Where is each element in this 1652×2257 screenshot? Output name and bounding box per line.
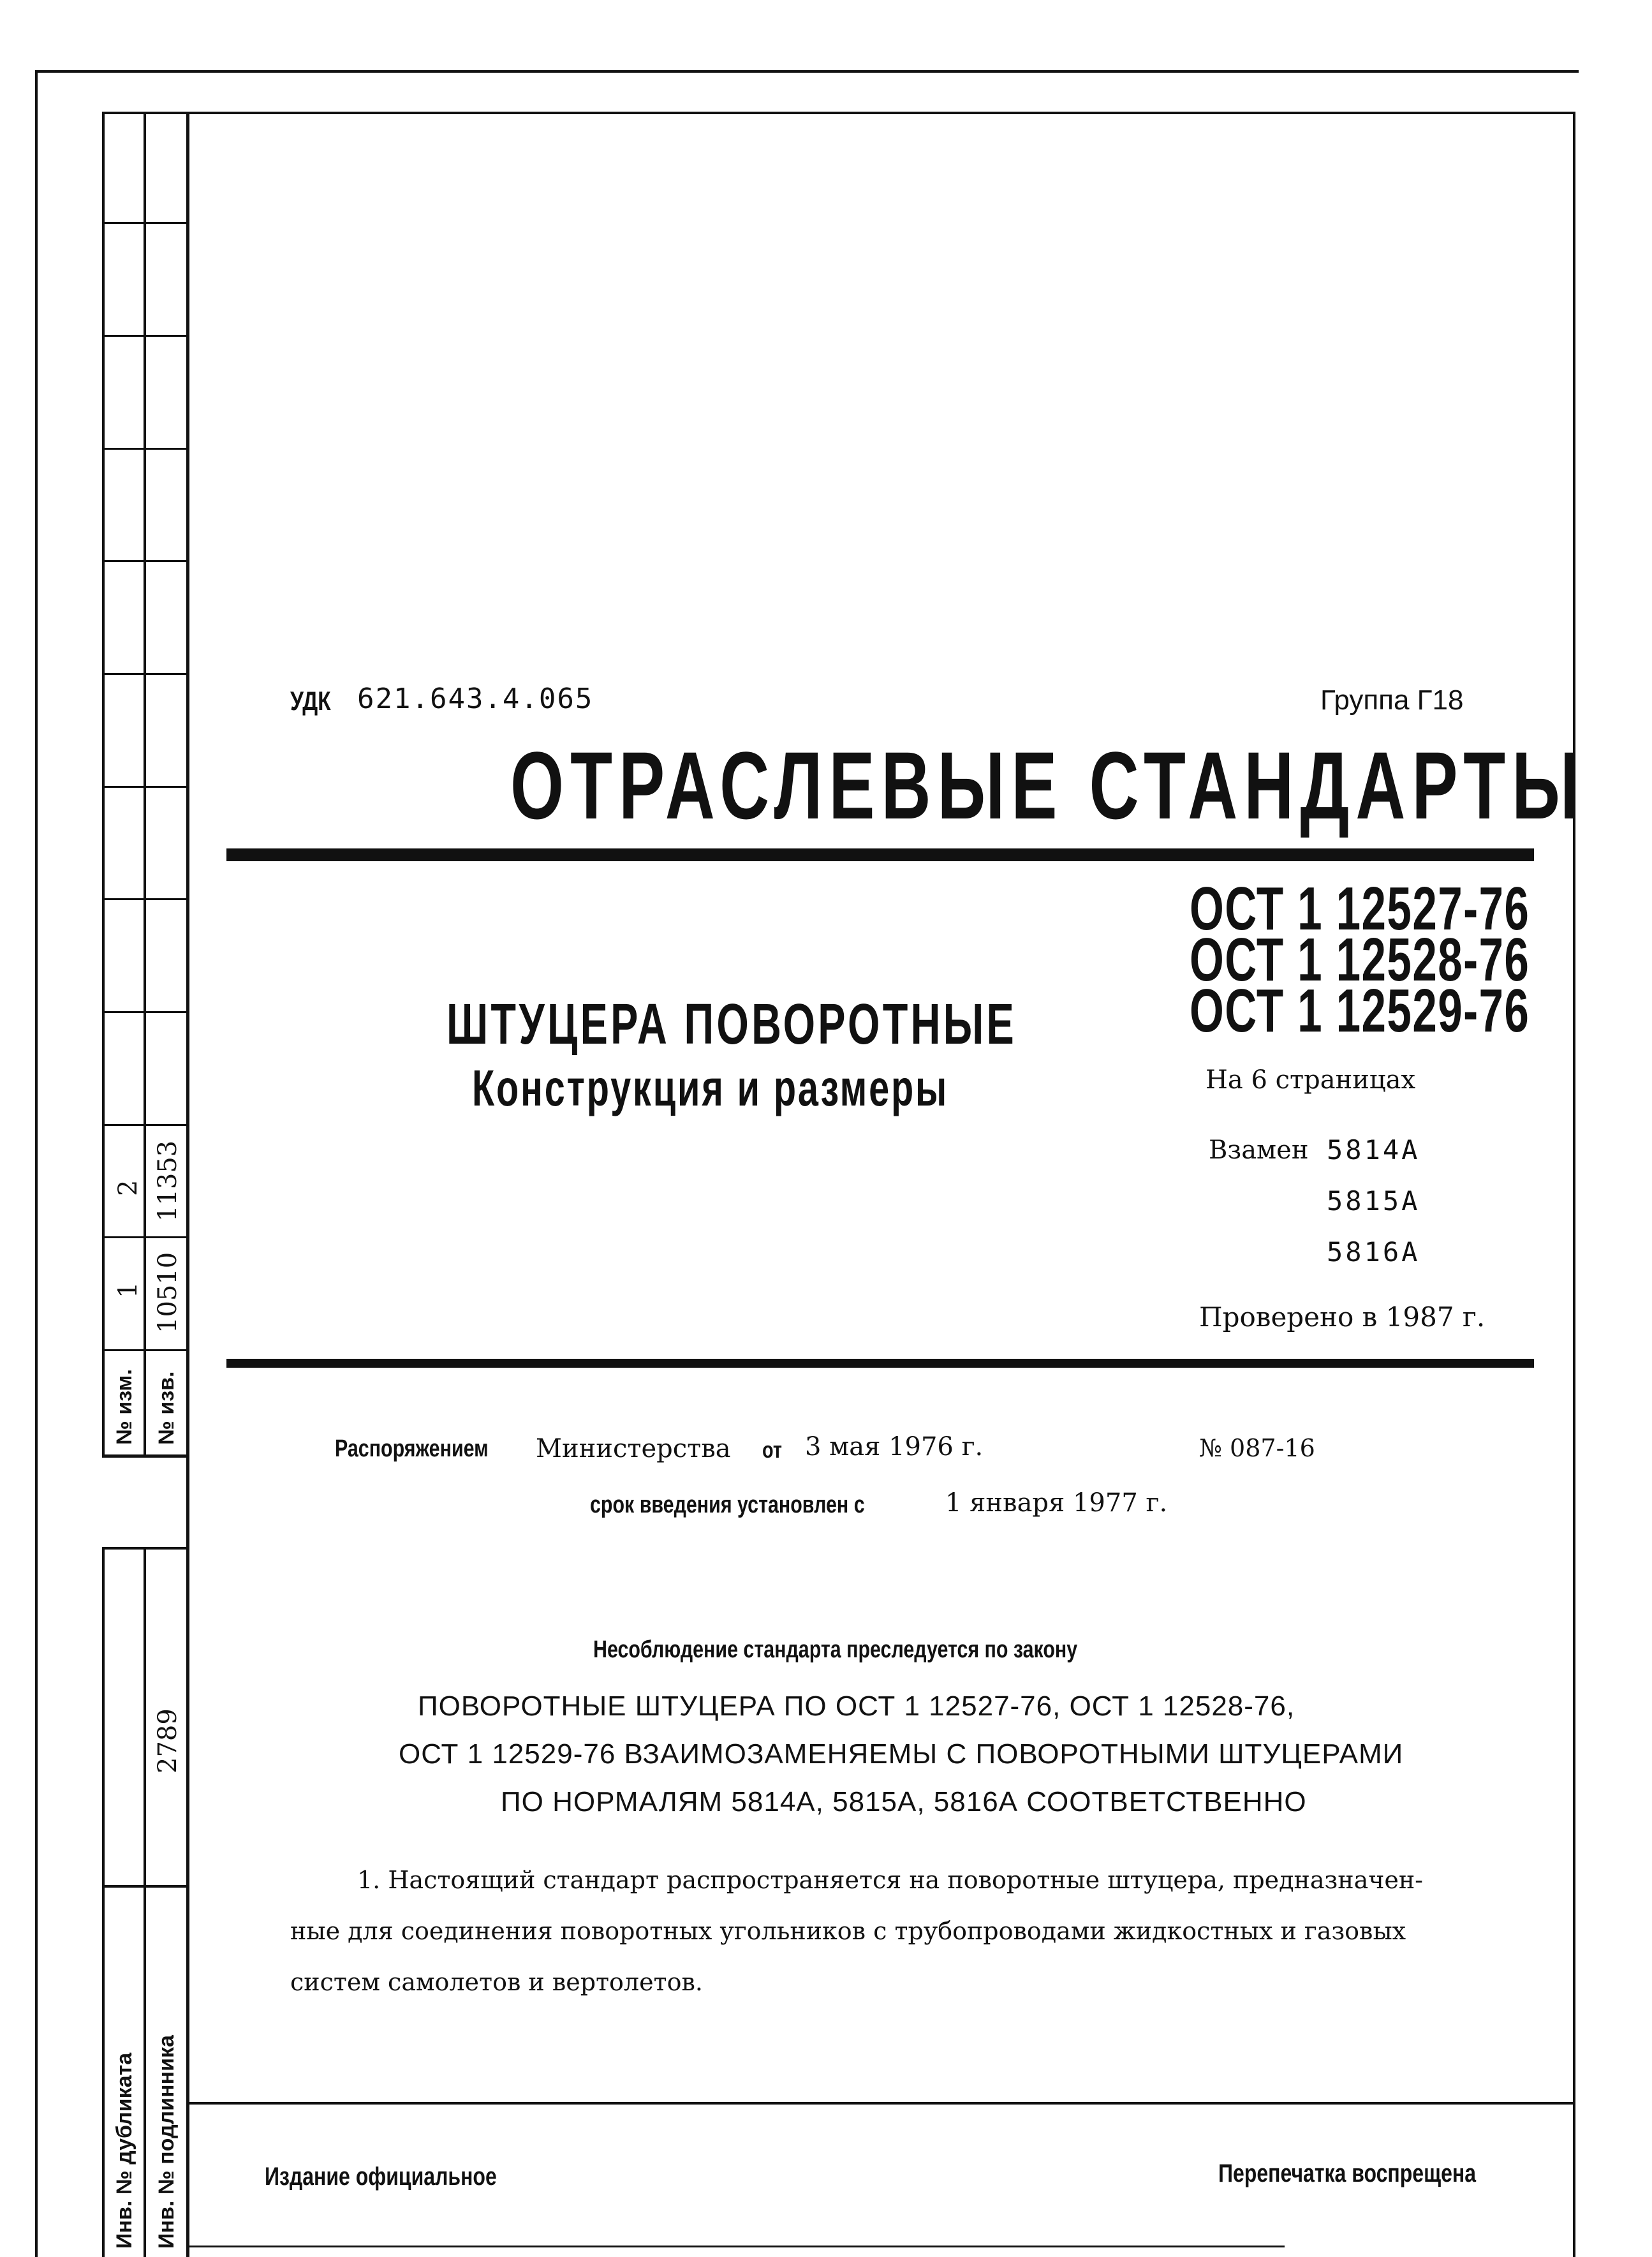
footer-rule xyxy=(188,2102,1575,2105)
frame-right xyxy=(1573,112,1575,2257)
stamp-col-mid xyxy=(144,112,146,1454)
frame-inner-top xyxy=(102,112,1575,114)
change-no-1: 1 xyxy=(114,1282,143,1298)
stamp2-row xyxy=(102,1885,188,1888)
stamp-row xyxy=(102,1236,188,1238)
replaces-1: 5814А xyxy=(1327,1134,1420,1166)
stamp-row xyxy=(102,335,188,337)
order-by: Министерства xyxy=(536,1434,731,1463)
stamp-row-bottom xyxy=(102,1454,188,1458)
group-text: Группа Г18 xyxy=(1320,685,1464,716)
stamp-row xyxy=(102,560,188,562)
doc-subtitle: Конструкция и размеры xyxy=(472,1060,949,1116)
checked-info: Проверено в 1987 г. xyxy=(1199,1301,1486,1333)
order-number: № 087-16 xyxy=(1199,1434,1315,1462)
info-rule xyxy=(226,1359,1534,1368)
replaces-label: Взамен xyxy=(1209,1136,1309,1165)
orig-label: Инв. № подлинника xyxy=(154,2035,179,2249)
stamp-row xyxy=(102,1011,188,1013)
udk-value: 621.643.4.065 xyxy=(357,683,594,715)
frame-left xyxy=(35,70,38,2257)
order-from-label: от xyxy=(762,1437,782,1463)
stamp-row xyxy=(102,786,188,788)
notice-no-1: 10510 xyxy=(153,1252,182,1333)
footer-left: Издание официальное xyxy=(265,2163,497,2191)
order-date: 3 мая 1976 г. xyxy=(805,1432,984,1462)
stamp2-col-left xyxy=(102,1547,105,2257)
interchange-line-3: ПО НОРМАЛЯМ 5814А, 5815А, 5816А СООТВЕТСТВЕННО xyxy=(501,1786,1307,1817)
standard-3: ОСТ 1 12529-76 xyxy=(1190,977,1530,1045)
pages-info: На 6 страницах xyxy=(1206,1065,1416,1095)
doc-title: ШТУЦЕРА ПОВОРОТНЫЕ xyxy=(446,993,1017,1056)
paragraph-line-3: систем самолетов и вертолетов. xyxy=(290,1968,703,1996)
order-label: Распоряжением xyxy=(335,1435,489,1462)
change-no-2: 2 xyxy=(114,1180,143,1196)
replaces-3: 5816А xyxy=(1327,1236,1420,1268)
paragraph-line-2: ные для соединения поворотных угольников с трубопроводами жидкостных и газовых xyxy=(290,1917,1406,1945)
interchange-line-1: ПОВОРОТНЫЕ ШТУЦЕРА ПО ОСТ 1 12527-76, ОСТ 1 12528-76, xyxy=(418,1691,1295,1722)
change-no-label: № изм. xyxy=(112,1369,136,1445)
dup-label: Инв. № дубликата xyxy=(112,2052,136,2249)
group xyxy=(1320,684,1463,716)
stamp-row xyxy=(102,1124,188,1126)
stamp-row xyxy=(102,898,188,900)
bottom-rule xyxy=(188,2246,1285,2247)
stamp-row xyxy=(102,448,188,450)
notice-no-2: 11353 xyxy=(153,1140,182,1222)
stamp-col-right xyxy=(186,112,189,2257)
term-date: 1 января 1977 г. xyxy=(945,1488,1168,1518)
replaces-2: 5815А xyxy=(1327,1185,1420,1217)
stamp-row xyxy=(102,222,188,224)
paragraph-line-1: 1. Настоящий стандарт распространяется на поворотные штуцера, предназначен- xyxy=(357,1866,1424,1894)
stamp-row xyxy=(102,673,188,675)
main-title: ОТРАСЛЕВЫЕ СТАНДАРТЫ xyxy=(510,732,1586,839)
law-notice: Несоблюдение стандарта преследуется по закону xyxy=(593,1636,1078,1663)
stamp-col-left xyxy=(102,112,105,1454)
footer-right: Перепечатка воспрещена xyxy=(1218,2159,1476,2187)
title-rule xyxy=(226,848,1534,861)
orig-value: 2789 xyxy=(153,1708,182,1773)
stamp-row xyxy=(102,1349,188,1351)
notice-no-label: № изв. xyxy=(154,1371,179,1445)
standard-1: ОСТ 1 12527-76 xyxy=(1190,875,1530,943)
interchange-line-2: ОСТ 1 12529-76 ВЗАИМОЗАМЕНЯЕМЫ С ПОВОРОТНЫМИ ШТУЦЕРАМИ xyxy=(399,1738,1404,1770)
term-label: срок введения установлен с xyxy=(590,1491,865,1518)
stamp2-col-mid xyxy=(144,1547,146,2257)
standard-2: ОСТ 1 12528-76 xyxy=(1190,926,1530,994)
frame-top xyxy=(35,70,1579,73)
udk-label: УДК xyxy=(290,686,331,716)
